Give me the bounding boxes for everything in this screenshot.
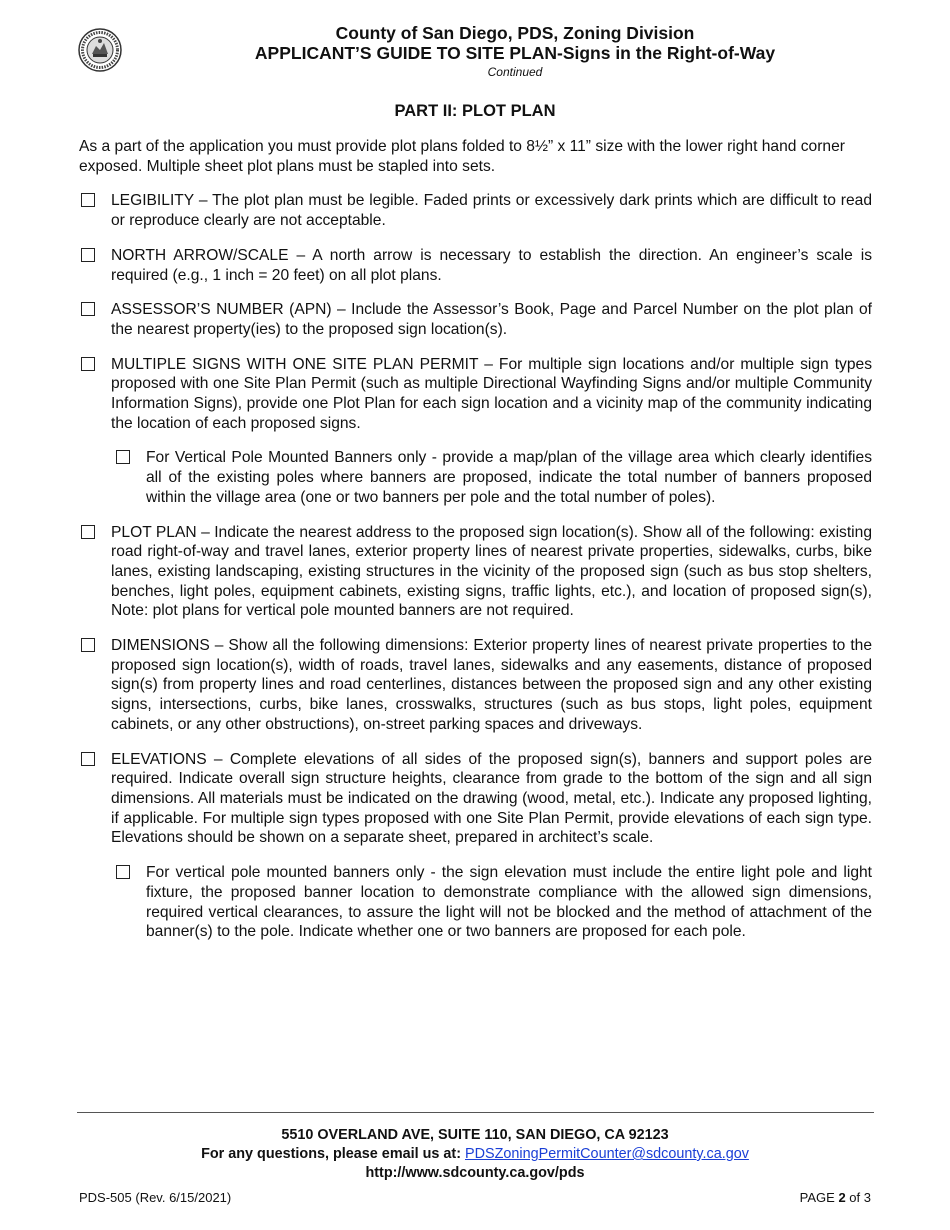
checkbox[interactable] xyxy=(116,865,130,879)
email-link[interactable]: PDSZoningPermitCounter@sdcounty.ca.gov xyxy=(465,1146,749,1162)
checklist-item-assessors-number xyxy=(79,300,872,339)
page-total: 3 xyxy=(863,1190,871,1205)
checkbox[interactable] xyxy=(81,248,95,262)
form-id: PDS-505 (Rev. 6/15/2021) xyxy=(79,1190,232,1205)
checklist-item-multiple-signs xyxy=(79,355,872,434)
footer-website: http://www.sdcounty.ca.gov/pds xyxy=(365,1165,585,1181)
document-header xyxy=(150,23,880,80)
page-label: PAGE xyxy=(799,1190,835,1205)
checklist-subitem-banner-map xyxy=(79,448,872,507)
checklist-item-north-arrow-scale xyxy=(79,246,872,285)
part-title: PART II: PLOT PLAN xyxy=(394,102,556,120)
guide-title: APPLICANT’S GUIDE TO SITE PLAN-Signs in the Right-of-Way xyxy=(254,43,776,63)
footer-contact xyxy=(0,1126,950,1183)
main-content xyxy=(79,137,872,957)
intro-paragraph: As a part of the application you must provide plot plans folded to 8½” x 11” size with the lower right hand corner exposed. Multiple sheet plot plans must be stapled into sets. xyxy=(79,138,845,175)
checklist-item-text: For vertical pole mounted banners only - the sign elevation must include the entire light pole and light fixture, the proposed banner location to demonstrate compliance with the allowed sign dimensions, required vertical clearances, to assure the light will not be blocked and the method of attachment of the banner(s) to the pole. Indicate whether one or two banners are proposed for each pole. xyxy=(146,864,872,941)
page-number xyxy=(800,1190,871,1205)
checklist-item-text: MULTIPLE SIGNS WITH ONE SITE PLAN PERMIT – For multiple sign locations and/or multiple sign types proposed with one Site Plan Permit (such as multiple Directional Wayfinding Signs and/or multiple Community Information Signs), provide one Plot Plan for each sign location and a vicinity map of the community indicating the location of each proposed signs. xyxy=(111,355,872,432)
page-current: 2 xyxy=(838,1190,846,1205)
county-seal-icon xyxy=(78,28,122,72)
footer-questions-label: For any questions, please email us at: xyxy=(201,1146,461,1162)
page-of: of xyxy=(849,1190,861,1205)
continued-label: Continued xyxy=(487,65,543,79)
checklist-item-elevations xyxy=(79,750,872,849)
checkbox[interactable] xyxy=(81,525,95,539)
checklist-item-text: DIMENSIONS – Show all the following dimensions: Exterior property lines of nearest private properties to the proposed sign location(s), width of roads, travel lanes, sidewalks and any easements, distance of proposed sign(s) from property lines and road centerlines, distances between the proposed sign and any other existing signs, intersections, curbs, bike lanes, crosswalks, structures (such as bus stops, light poles, equipment cabinets, or any other obstructions), on-street parking spaces and driveways. xyxy=(111,637,872,733)
checklist-item-text: ELEVATIONS – Complete elevations of all sides of the proposed sign(s), banners and support poles are required. Indicate overall sign structure heights, clearance from grade to the bottom of the sign and all sign dimensions. All materials must be indicated on the drawing (wood, metal, etc.). Indicate any proposed lighting, if applicable. For multiple sign types proposed with one Site Plan Permit, provide elevations of each sign type. Elevations should be shown on a separate sheet, prepared in architect’s scale. xyxy=(111,750,872,847)
checklist-subitem-banner-elevation xyxy=(79,863,872,942)
checklist-item-text: LEGIBILITY – The plot plan must be legible. Faded prints or excessively dark prints which are difficult to read or reproduce clearly are not acceptable. xyxy=(111,192,872,230)
checklist-item-plot-plan xyxy=(79,523,872,622)
checklist-item-text: For Vertical Pole Mounted Banners only - provide a map/plan of the village area which clearly identifies all of the existing poles where banners are proposed, indicate the total number of banners proposed within the village area (one or two banners per pole and the total number of poles). xyxy=(146,449,872,506)
checklist-item-text: NORTH ARROW/SCALE – A north arrow is necessary to establish the direction. An engineer’s scale is required (e.g., 1 inch = 20 feet) on all plot plans. xyxy=(111,246,872,284)
footer-questions-line xyxy=(0,1145,950,1164)
checkbox[interactable] xyxy=(81,638,95,652)
footer-address: 5510 OVERLAND AVE, SUITE 110, SAN DIEGO, CA 92123 xyxy=(281,1127,669,1143)
checklist-item-legibility xyxy=(79,191,872,230)
county-title: County of San Diego, PDS, Zoning Division xyxy=(335,23,695,43)
checkbox[interactable] xyxy=(81,357,95,371)
checkbox[interactable] xyxy=(81,752,95,766)
checkbox[interactable] xyxy=(81,302,95,316)
checklist-item-text: ASSESSOR’S NUMBER (APN) – Include the Assessor’s Book, Page and Parcel Number on the plot plan of the nearest property(ies) to the proposed sign location(s). xyxy=(111,301,872,338)
footer-divider xyxy=(77,1112,874,1113)
checklist-item-dimensions xyxy=(79,636,872,735)
checkbox[interactable] xyxy=(81,193,95,207)
checklist-item-text: PLOT PLAN – Indicate the nearest address to the proposed sign location(s). Show all of the following: existing road right-of-way and travel lanes, exterior property lines of nearest private properties, sidewalks, curbs, bike lanes, existing landscaping, existing structures in the vicinity of the proposed sign (such as bus stop shelters, benches, light poles, equipment cabinets, existing signs, traffic lights, etc.), and location of proposed sign(s), Note: plot plans for vertical pole mounted banners are not required. xyxy=(111,523,872,620)
checkbox[interactable] xyxy=(116,450,130,464)
